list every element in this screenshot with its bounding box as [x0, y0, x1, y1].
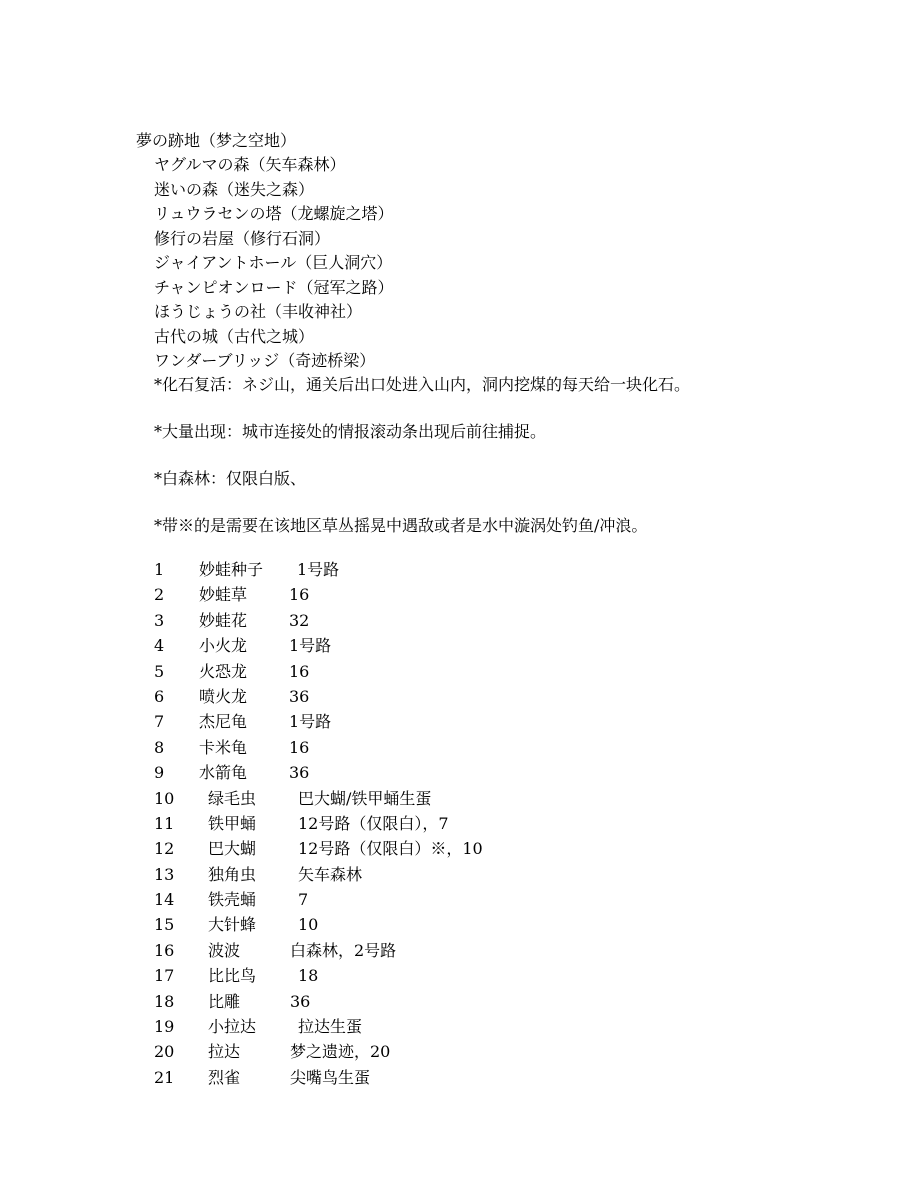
pokedex-number: 7 — [154, 712, 165, 732]
pokemon-name: 烈雀 — [208, 1067, 241, 1087]
pokedex-number: 6 — [154, 686, 165, 706]
location-item: リュウラセンの塔（龙螺旋之塔） — [154, 204, 394, 223]
pokemon-name: 大针蜂 — [208, 915, 257, 935]
pokemon-location: 梦之遗迹，20 — [290, 1042, 391, 1062]
location-item: 迷いの森（迷失之森） — [154, 179, 315, 199]
pokemon-name: 卡米龟 — [199, 737, 248, 757]
pokemon-name: 水箭龟 — [199, 763, 248, 783]
pokemon-name: 妙蛙草 — [199, 585, 248, 605]
pokemon-name: 拉达 — [208, 1042, 241, 1062]
pokemon-name: 铁壳蛹 — [208, 890, 257, 910]
pokedex-number: 1 — [154, 560, 165, 579]
pokedex-number: 12 — [154, 839, 175, 859]
pokedex-number: 14 — [154, 890, 175, 910]
pokedex-number: 21 — [154, 1067, 175, 1087]
location-item: 古代の城（古代之城） — [154, 326, 315, 346]
location-item: ヤグルマの森（矢车森林） — [154, 155, 346, 174]
pokemon-location: 36 — [289, 686, 310, 706]
pokedex-number: 20 — [154, 1042, 175, 1062]
pokemon-location: 36 — [289, 763, 310, 783]
pokemon-name: 铁甲蛹 — [208, 813, 257, 833]
pokedex-number: 13 — [154, 864, 175, 884]
pokemon-location: 白森林，2号路 — [290, 940, 397, 960]
pokedex-number: 10 — [154, 788, 175, 808]
pokemon-name: 波波 — [208, 940, 241, 960]
pokemon-location: 12号路（仅限白）※，10 — [298, 839, 483, 859]
pokemon-location: 16 — [289, 737, 310, 757]
pokemon-location: 18 — [298, 966, 319, 986]
pokemon-location: 16 — [289, 585, 310, 605]
pokemon-name: 绿毛虫 — [208, 788, 257, 808]
pokemon-name: 比雕 — [208, 991, 241, 1011]
pokemon-location: 32 — [289, 610, 310, 630]
pokemon-name: 巴大蝴 — [208, 839, 257, 859]
pokemon-location: 1号路 — [289, 712, 332, 732]
pokemon-location: 尖嘴鸟生蛋 — [290, 1067, 371, 1087]
pokedex-number: 3 — [154, 610, 165, 630]
pokedex-number: 9 — [154, 763, 165, 783]
pokemon-name: 火恐龙 — [199, 661, 248, 681]
pokemon-name: 比比鸟 — [208, 966, 257, 986]
pokemon-name: 小拉达 — [208, 1017, 257, 1037]
pokemon-location: 12号路（仅限白），7 — [298, 813, 449, 833]
section-heading: 夢の跡地（梦之空地） — [136, 131, 297, 150]
pokedex-number: 4 — [154, 636, 165, 656]
location-item: ワンダーブリッジ（奇迹桥梁） — [154, 351, 376, 370]
pokemon-location: 巴大蝴/铁甲蛹生蛋 — [298, 788, 432, 808]
pokemon-location: 7 — [298, 890, 309, 910]
note-special-encounter: *带※的是需要在该地区草丛摇晃中遇敌或者是水中漩涡处钓鱼/冲浪。 — [154, 516, 648, 535]
location-list — [154, 153, 394, 374]
pokedex-number: 5 — [154, 661, 165, 681]
note-mass-outbreak: *大量出现：城市连接处的情报滚动条出现后前往捕捉。 — [154, 422, 547, 441]
pokemon-name: 独角虫 — [208, 864, 257, 884]
pokedex-number: 17 — [154, 966, 175, 986]
pokedex-number: 8 — [154, 737, 165, 757]
pokemon-location: 36 — [290, 991, 311, 1011]
note-white-forest: *白森林：仅限白版、 — [154, 469, 307, 488]
pokemon-location: 拉达生蛋 — [298, 1017, 363, 1037]
pokemon-name: 喷火龙 — [199, 686, 248, 706]
notes-section — [154, 373, 894, 561]
pokemon-location: 1号路 — [289, 636, 332, 656]
pokemon-name: 小火龙 — [199, 636, 248, 656]
location-item: ジャイアントホール（巨人洞穴） — [154, 253, 393, 272]
pokemon-name: 妙蛙花 — [199, 610, 248, 630]
location-item: 修行の岩屋（修行石洞） — [154, 228, 331, 248]
pokedex-number: 11 — [154, 813, 175, 833]
pokemon-location: 矢车森林 — [298, 864, 363, 884]
pokedex-number: 19 — [154, 1017, 175, 1037]
pokedex-number: 16 — [154, 940, 175, 960]
pokedex-number: 15 — [154, 915, 175, 935]
pokemon-location: 16 — [289, 661, 310, 681]
location-item: ほうじょうの社（丰收神社） — [154, 302, 363, 321]
pokemon-location: 10 — [298, 915, 319, 935]
pokemon-location: 1号路 — [297, 560, 340, 579]
pokedex-number: 18 — [154, 991, 175, 1011]
pokemon-name: 妙蛙种子 — [199, 560, 264, 579]
note-fossil: *化石复活：ネジ山，通关后出口处进入山内，洞内挖煤的每天给一块化石。 — [154, 375, 691, 394]
location-item: チャンピオンロード（冠军之路） — [154, 277, 394, 297]
pokedex-number: 2 — [154, 585, 165, 605]
pokemon-name: 杰尼龟 — [199, 712, 248, 732]
